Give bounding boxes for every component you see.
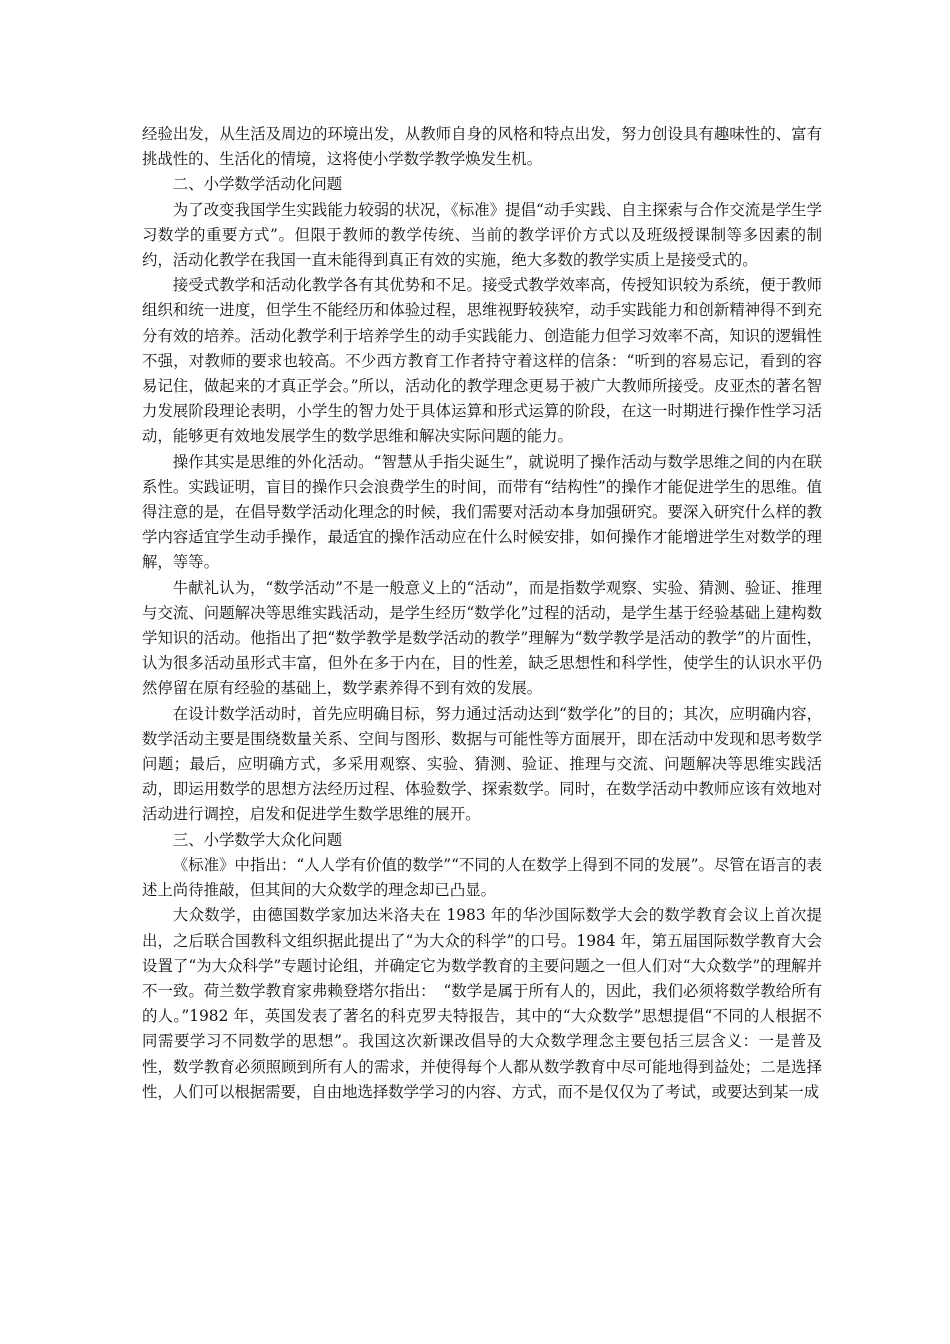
paragraph-continuation: 经验出发，从生活及周边的环境出发，从教师自身的风格和特点出发，努力创设具有趣味性的、富有挑战性的、生活化的情境，这将使小学数学教学焕发生机。 <box>142 125 822 169</box>
paragraph: 在设计数学活动时，首先应明确目标，努力通过活动达到“数学化”的目的；其次，应明确内容，数学活动主要是围绕数量关系、空间与图形、数据与可能性等方面展开，即在活动中发现和思考数学问题；最后，应明确方式，多采用观察、实验、猜测、验证、推理与交流、问题解决等思维实践活动，即运用数学的思想方法经历过程、体验数学、探索数学。同时，在数学活动中教师应该有效地对活动进行调控，启发和促进学生数学思维的展开。 <box>142 704 822 824</box>
document-page <box>142 122 822 1105</box>
paragraph: 为了改变我国学生实践能力较弱的状况，《标准》提倡“动手实践、自主探索与合作交流是学生学习数学的重要方式”。但限于教师的教学传统、当前的教学评价方式以及班级授课制等多因素的制约，活动化教学在我国一直未能得到真正有效的实施，绝大多数的教学实质上是接受式的。 <box>142 200 822 270</box>
section-heading-3: 三、小学数学大众化问题 <box>172 830 343 849</box>
section-heading-2: 二、小学数学活动化问题 <box>172 175 343 194</box>
paragraph: 大众数学，由德国数学家加达米洛夫在 1983 年的华沙国际数学大会的数学教育会议上首次提出，之后联合国教科文组织据此提出了“为大众的科学”的口号。1984 年，第五届国际数学教育大会设置了“为大众科学”专题讨论组，并确定它为数学教育的主要问题之一但人们对“大众数学”的理解并不一致。荷兰数学教育家弗赖登塔尔指出： “数学是属于所有人的，因此，我们必须将数学教给所有的人。”1982 年，英国发表了著名的科克罗夫特报告，其中的“大众数学”思想提倡“不同的人根据不同需要学习不同数学的思想”。我国这次新课改倡导的大众数学理念主要包括三层含义：一是普及性，数学教育必须照顾到所有人的需求，并使得每个人都从数学教育中尽可能地得到益处；二是选择性，人们可以根据需要，自由地选择数学学习的内容、方式，而不是仅仅为了考试，或要达到某一成 <box>142 906 822 1101</box>
paragraph: 操作其实是思维的外化活动。“智慧从手指尖诞生”，就说明了操作活动与数学思维之间的内在联系性。实践证明，盲目的操作只会浪费学生的时间，而带有“结构性”的操作才能促进学生的思维。值得注意的是，在倡导数学活动化理念的时候，我们需要对活动本身加强研究。要深入研究什么样的教学内容适宜学生动手操作，最适宜的操作活动应在什么时候安排，如何操作才能增进学生对数学的理解，等等。 <box>142 452 822 572</box>
paragraph: 《标准》中指出：“人人学有价值的数学”“不同的人在数学上得到不同的发展”。尽管在语言的表述上尚待推敲，但其间的大众数学的理念却已凸显。 <box>142 855 822 900</box>
paragraph: 牛献礼认为，“数学活动”不是一般意义上的“活动”，而是指数学观察、实验、猜测、验证、推理与交流、问题解决等思维实践活动，是学生经历“数学化”过程的活动，是学生基于经验基础上建构数学知识的活动。他指出了把“数学教学是数学活动的教学”理解为“数学教学是活动的教学”的片面性，认为很多活动虽形式丰富，但外在多于内在，目的性差，缺乏思想性和科学性，使学生的认识水平仍然停留在原有经验的基础上，数学素养得不到有效的发展。 <box>142 578 822 698</box>
paragraph: 接受式教学和活动化教学各有其优势和不足。接受式教学效率高，传授知识较为系统，便于教师组织和统一进度，但学生不能经历和体验过程，思维视野较狭窄，动手实践能力和创新精神得不到充分有效的培养。活动化教学利于培养学生的动手实践能力、创造能力但学习效率不高，知识的逻辑性不强，对教师的要求也较高。不少西方教育工作者持守着这样的信条：“听到的容易忘记，看到的容易记住，做起来的才真正学会。”所以，活动化的教学理念更易于被广大教师所接受。皮亚杰的著名智力发展阶段理论表明，小学生的智力处于具体运算和形式运算的阶段，在这一时期进行操作性学习活动，能够更有效地发展学生的数学思维和解决实际问题的能力。 <box>142 276 822 446</box>
